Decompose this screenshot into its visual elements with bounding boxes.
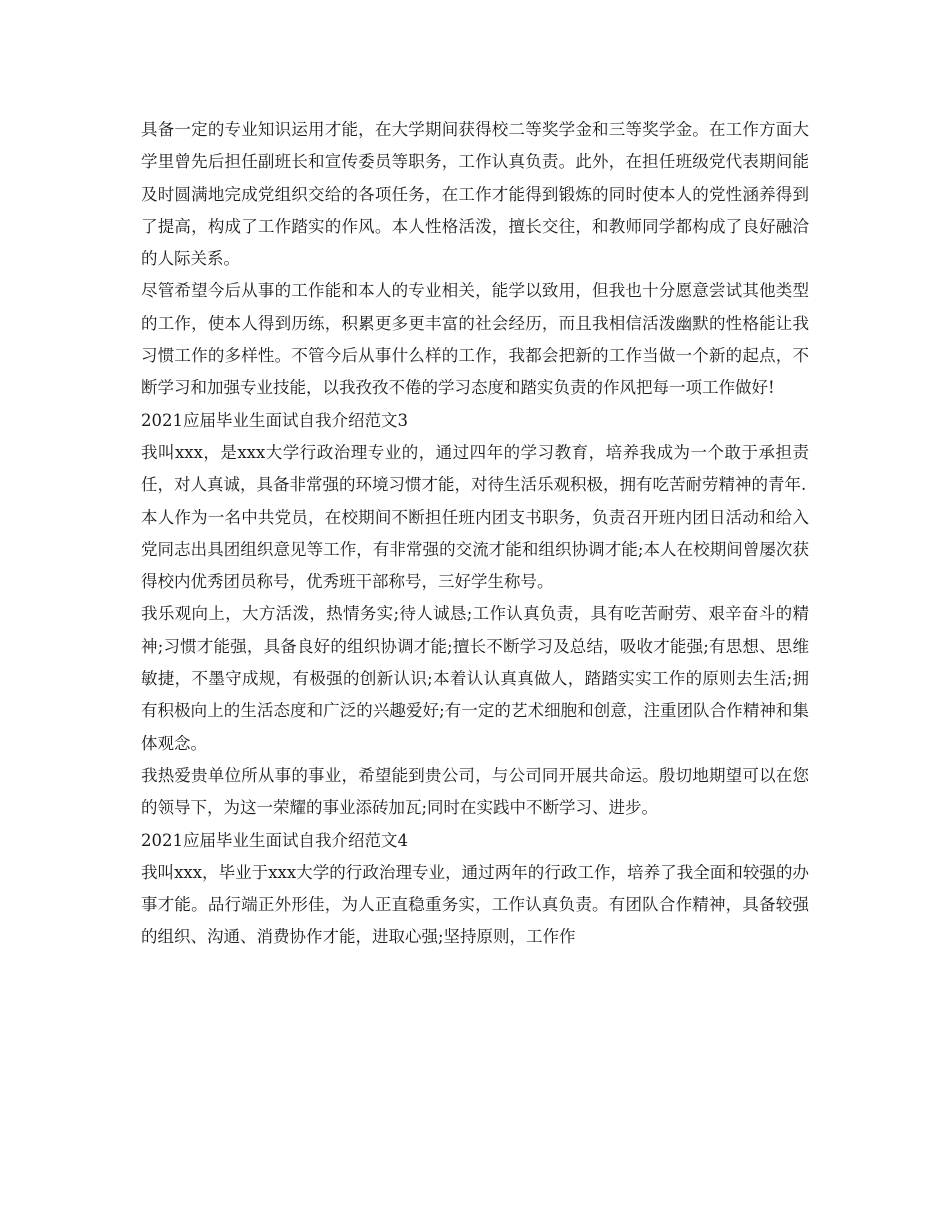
paragraph-2: 尽管希望今后从事的工作能和本人的专业相关，能学以致用，但我也十分愿意尝试其他类型的工作，使本人得到历练，积累更多更丰富的社会经历，而且我相信活泼幽默的性格能让我习惯工作的多样性。不管今后从事什么样的工作，我都会把新的工作当做一个新的起点，不断学习和加强专业技能，以我孜孜不倦的学习态度和踏实负责的作风把每一项工作做好! [141,281,809,398]
paragraph-5: 我乐观向上，大方活泼，热情务实;待人诚恳;工作认真负责，具有吃苦耐劳、艰辛奋斗的精神;习惯才能强，具备良好的组织协调才能;擅长不断学习及总结，吸收才能强;有思想、思维敏捷，不墨守成规，有极强的创新认识;本着认认真真做人，踏踏实实工作的原则去生活;拥有积极向上的生活态度和广泛的兴趣爱好;有一定的艺术细胞和创意，注重团队合作精神和集体观念。 [141,604,809,753]
document-body [141,114,809,954]
paragraph-7: 我叫xxx，毕业于xxx大学的行政治理专业，通过两年的行政工作，培养了我全面和较强的办事才能。品行端正外形佳，为人正直稳重务实，工作认真负责。有团队合作精神，具备较强的组织、沟通、消费协作才能，进取心强;坚持原则，工作作 [141,862,809,947]
paragraph-6: 我热爱贵单位所从事的事业，希望能到贵公司，与公司同开展共命运。殷切地期望可以在您的领导下，为这一荣耀的事业添砖加瓦;同时在实践中不断学习、进步。 [141,765,809,818]
paragraph-3: 我叫xxx，是xxx大学行政治理专业的，通过四年的学习教育，培养我成为一个敢于承担责任，对人真诚，具备非常强的环境习惯才能，对待生活乐观积极，拥有吃苦耐劳精神的青年. [141,442,809,495]
paragraph-4: 本人作为一名中共党员，在校期间不断担任班内团支书职务，负责召开班内团日活动和给入党同志出具团组织意见等工作，有非常强的交流才能和组织协调才能;本人在校期间曾屡次获得校内优秀团员称号，优秀班干部称号，三好学生称号。 [141,507,809,592]
section-heading-3: 2021应届毕业生面试自我介绍范文3 [141,410,408,430]
paragraph-1: 具备一定的专业知识运用才能，在大学期间获得校二等奖学金和三等奖学金。在工作方面大学里曾先后担任副班长和宣传委员等职务，工作认真负责。此外，在担任班级党代表期间能及时圆满地完成党组织交给的各项任务，在工作才能得到锻炼的同时使本人的党性涵养得到了提高，构成了工作踏实的作风。本人性格活泼，擅长交往，和教师同学都构成了良好融洽的人际关系。 [141,120,809,269]
section-heading-4: 2021应届毕业生面试自我介绍范文4 [141,830,408,850]
